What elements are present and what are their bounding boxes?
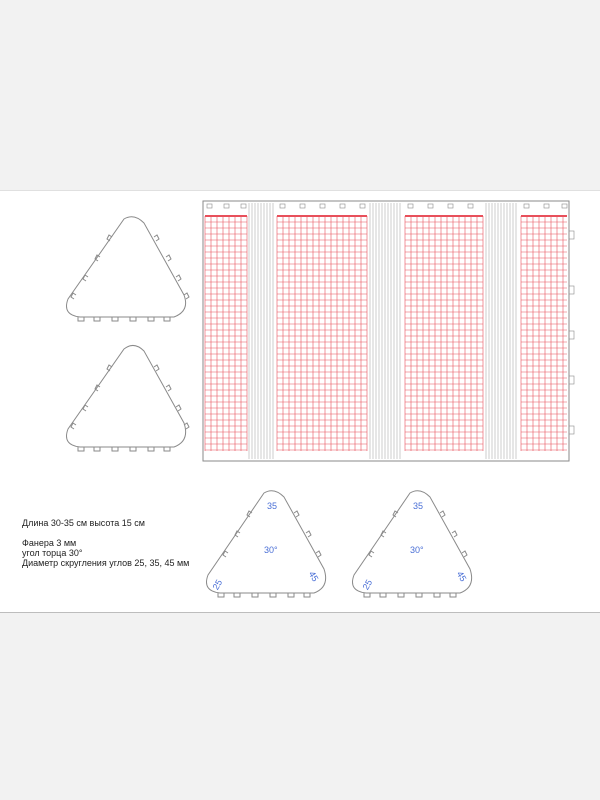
drawing-sheet	[0, 190, 600, 613]
tab-slot	[320, 204, 325, 208]
side-tab	[569, 376, 574, 384]
tab-slot	[360, 204, 365, 208]
tab-slot	[448, 204, 453, 208]
tab-slot	[524, 204, 529, 208]
tab-slot	[224, 204, 229, 208]
side-tab	[569, 331, 574, 339]
corner-label-bottom-right: 45	[454, 569, 469, 584]
triangle-labeled-2	[353, 491, 472, 597]
note-dimensions: Длина 30-35 см высота 15 см	[22, 518, 145, 528]
tab-slot	[544, 204, 549, 208]
grid-block-1	[205, 216, 247, 451]
notes-block	[22, 518, 189, 568]
corner-label-bottom-right: 45	[306, 569, 321, 584]
tab-slot	[468, 204, 473, 208]
grid-block-2	[277, 216, 367, 451]
tab-slot	[207, 204, 212, 208]
tab-slot	[300, 204, 305, 208]
tab-slot	[241, 204, 246, 208]
side-tab	[569, 426, 574, 434]
note-edge-angle: угол торца 30°	[22, 548, 83, 558]
triangle-template-1	[67, 217, 190, 321]
grid-panel	[203, 201, 574, 461]
tab-slot	[340, 204, 345, 208]
side-tab	[569, 231, 574, 239]
tab-slot	[280, 204, 285, 208]
note-plywood: Фанера 3 мм	[22, 538, 77, 548]
corner-label-bottom-left: 25	[210, 577, 225, 592]
note-corner-radius: Диаметр скругления углов 25, 35, 45 мм	[22, 558, 190, 568]
side-tab	[569, 286, 574, 294]
corner-label-bottom-left: 25	[360, 577, 375, 592]
triangle-labeled-1	[207, 491, 326, 597]
panel-tabs	[207, 204, 574, 434]
tab-slot	[428, 204, 433, 208]
grid-block-3	[405, 216, 483, 451]
angle-label: 30°	[410, 545, 424, 555]
corner-label-top: 35	[413, 501, 424, 511]
triangle-template-2	[67, 345, 190, 451]
angle-label: 30°	[264, 545, 278, 555]
tab-slot	[562, 204, 567, 208]
corner-label-top: 35	[267, 501, 278, 511]
tab-slot	[408, 204, 413, 208]
grid-block-4	[521, 216, 567, 451]
